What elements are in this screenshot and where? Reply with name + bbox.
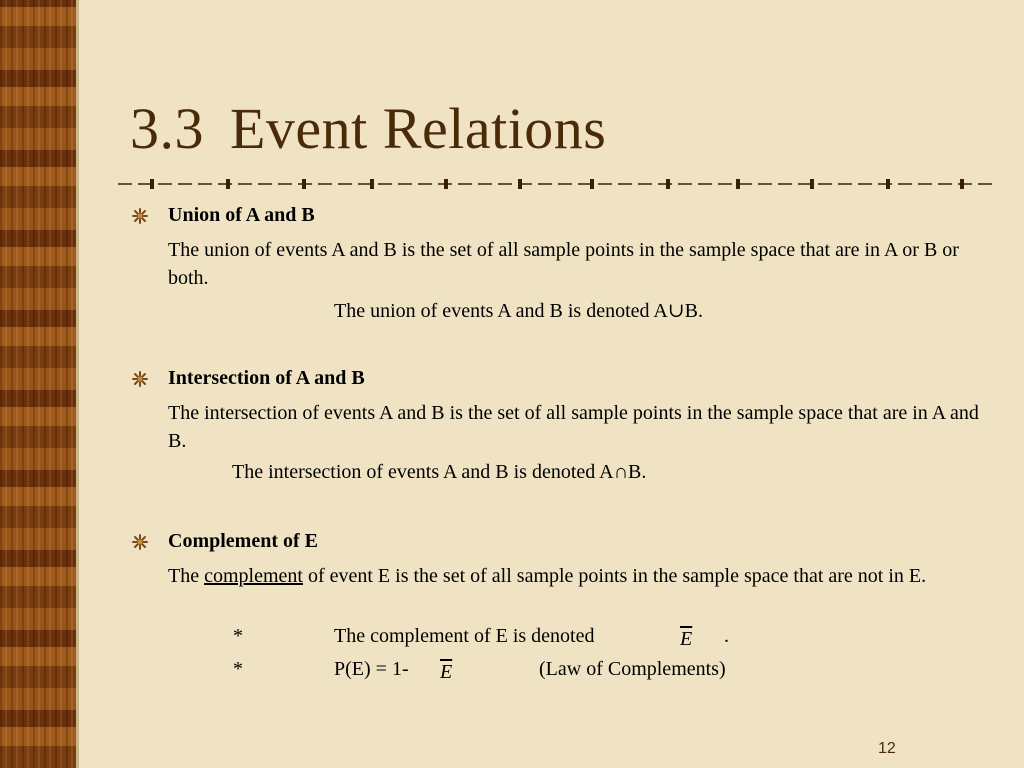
decorative-wood-strip [0, 0, 76, 768]
law-formula-text: P(E) = 1- [334, 658, 409, 680]
complement-term: complement [204, 565, 303, 587]
complement-denoted-text: The complement of E is denoted [334, 625, 595, 647]
page-number: 12 [878, 740, 896, 757]
slide-title [130, 95, 606, 162]
complement-heading: Complement of E [168, 530, 318, 552]
intersection-body: The intersection of events A and B is the set of all sample points in the sample space that are in A and B. [168, 402, 979, 452]
union-heading: Union of A and B [168, 204, 315, 226]
title-text: Event Relations [230, 96, 607, 161]
complement-body [168, 562, 988, 590]
intersection-denoted: The intersection of events A and B is denoted A∩B. [232, 461, 647, 483]
complement-body-suffix: of event E is the set of all sample points in the sample space that are not in E. [302, 565, 927, 587]
complement-body-prefix: The [168, 565, 205, 587]
list-marker: * [233, 658, 243, 680]
union-denoted: The union of events A and B is denoted A∪B. [334, 300, 703, 322]
list-marker: * [233, 625, 243, 647]
title-divider [118, 176, 994, 192]
union-body: The union of events A and B is the set of all sample points in the sample space that are in A or B or both. [168, 239, 959, 289]
complement-denoted-period: . [724, 625, 729, 647]
strip-edge [76, 0, 79, 768]
title-number: 3.3 [130, 96, 204, 161]
e-complement-symbol: $\overline{E}$ [680, 628, 693, 650]
law-of-complements-label: (Law of Complements) [539, 658, 726, 680]
intersection-heading: Intersection of A and B [168, 367, 365, 389]
snowflake-bullet-icon [131, 370, 149, 388]
e-complement-symbol: $\overline{E}$ [440, 661, 453, 683]
snowflake-bullet-icon [131, 533, 149, 551]
snowflake-bullet-icon [131, 207, 149, 225]
